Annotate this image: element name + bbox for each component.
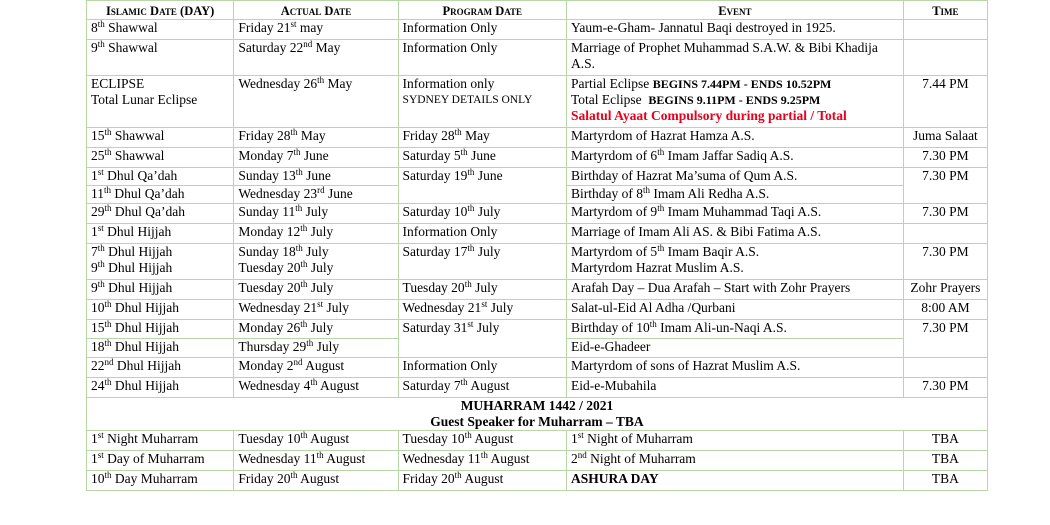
muharram-guest-speaker: Guest Speaker for Muharram – TBA [430, 414, 644, 429]
program-date-cell: Saturday 5th June [398, 148, 566, 168]
time-cell: TBA [903, 431, 987, 451]
partial-eclipse-label: Partial Eclipse [570, 76, 650, 91]
islamic-date-cell: 9th Dhul Hijjah [87, 280, 234, 300]
schedule-table [86, 0, 988, 491]
program-subnote: SYDNEY DETAILS ONLY [402, 94, 533, 106]
table-row [87, 431, 988, 451]
islamic-date-cell: 10th Day Muharram [87, 471, 234, 491]
islamic-date-cell: 24th Dhul Hijjah [87, 378, 234, 398]
time-cell [903, 40, 987, 76]
event-cell: Marriage of Prophet Muhammad S.A.W. & Bibi Khadija A.S. [566, 40, 903, 76]
islamic-date-cell [87, 244, 234, 280]
event-line: Martyrdom of 5th Imam Baqir A.S. [570, 243, 760, 259]
partial-eclipse-times: BEGINS 7.44PM - ENDS 10.52PM [652, 77, 832, 91]
table-row [87, 451, 988, 471]
table-row [87, 280, 988, 300]
event-cell: Martyrdom of 6th Imam Jaffar Sadiq A.S. [566, 148, 903, 168]
islamic-date-line: 9th Dhul Hijjah [91, 259, 173, 275]
time-cell: 7.30 PM [903, 148, 987, 168]
table-row [87, 300, 988, 320]
time-cell: TBA [903, 471, 987, 491]
muharram-heading-row [87, 398, 988, 431]
table-row [87, 471, 988, 491]
program-date-cell: Information Only [398, 358, 566, 378]
header-actual-date: Actual Date [234, 1, 398, 20]
actual-date-cell: Sunday 11th July [234, 204, 398, 224]
actual-date-cell: Wednesday 4th August [234, 378, 398, 398]
actual-date-cell: Wednesday 11th August [234, 451, 398, 471]
event-cell: Martyrdom of sons of Hazrat Muslim A.S. [566, 358, 903, 378]
event-cell [566, 76, 903, 128]
program-date-cell: Tuesday 20th July [398, 280, 566, 300]
actual-date-cell: Tuesday 10th August [234, 431, 398, 451]
actual-date-cell: Friday 20th August [234, 471, 398, 491]
event-cell: Marriage of Imam Ali AS. & Bibi Fatima A.S. [566, 224, 903, 244]
islamic-date-cell: 1st Night Muharram [87, 431, 234, 451]
event-cell: Martyrdom of Hazrat Hamza A.S. [566, 128, 903, 148]
program-note: Information only [402, 76, 495, 91]
time-cell: Juma Salaat [903, 128, 987, 148]
islamic-date-cell: 1st Day of Muharram [87, 451, 234, 471]
program-date-cell: Information Only [398, 224, 566, 244]
islamic-date-cell: 1st Dhul Qa’dah [87, 168, 234, 186]
program-date-cell: Information Only [398, 20, 566, 40]
program-date-cell: Saturday 7th August [398, 378, 566, 398]
program-date-cell: Friday 20th August [398, 471, 566, 491]
salatul-ayaat-note: Salatul Ayaat Compulsory during partial / Total [570, 108, 847, 123]
time-cell: 7.30 PM [903, 378, 987, 398]
time-cell: 8:00 AM [903, 300, 987, 320]
actual-date-line: Sunday 18th July [238, 243, 329, 259]
program-date-cell: Friday 28th May [398, 128, 566, 148]
table-row [87, 128, 988, 148]
actual-date-cell: Saturday 22nd May [234, 40, 398, 76]
header-event: Event [566, 1, 903, 20]
actual-date-cell: Monday 12th July [234, 224, 398, 244]
table-row [87, 320, 988, 339]
islamic-date-line: 7th Dhul Hijjah [91, 243, 173, 259]
table-row [87, 148, 988, 168]
islamic-date-cell: 29th Dhul Qa’dah [87, 204, 234, 224]
header-program-date: Program Date [398, 1, 566, 20]
eclipse-label: ECLIPSE [91, 76, 145, 91]
program-date-cell: Saturday 19th June [398, 168, 566, 204]
time-cell: 7.44 PM [903, 76, 987, 128]
header-row [87, 1, 988, 20]
event-cell-ashura: ASHURA DAY [566, 471, 903, 491]
islamic-date-cell: 15th Dhul Hijjah [87, 320, 234, 339]
islamic-date-cell: 9th Shawwal [87, 40, 234, 76]
actual-date-cell: Tuesday 20th July [234, 280, 398, 300]
actual-date-cell [234, 244, 398, 280]
islamic-date-cell: 1st Dhul Hijjah [87, 224, 234, 244]
islamic-date-cell: 11th Dhul Qa’dah [87, 186, 234, 204]
header-islamic-date: Islamic Date (DAY) [87, 1, 234, 20]
muharram-heading [87, 398, 988, 431]
event-cell: Birthday of 10th Imam Ali-un-Naqi A.S. [566, 320, 903, 339]
islamic-date-cell [87, 76, 234, 128]
islamic-date-cell: 22nd Dhul Hijjah [87, 358, 234, 378]
program-date-cell: Tuesday 10th August [398, 431, 566, 451]
actual-date-cell: Monday 7th June [234, 148, 398, 168]
program-date-cell [398, 76, 566, 128]
actual-date-line: Tuesday 20th July [238, 259, 334, 275]
program-date-cell: Wednesday 11th August [398, 451, 566, 471]
actual-date-cell: Friday 21st may [234, 20, 398, 40]
table-row [87, 378, 988, 398]
event-cell: Birthday of 8th Imam Ali Redha A.S. [566, 186, 903, 204]
islamic-date-cell: 18th Dhul Hijjah [87, 339, 234, 358]
program-date-cell: Saturday 17th July [398, 244, 566, 280]
actual-date-cell: Wednesday 26th May [234, 76, 398, 128]
total-eclipse-label: Total Eclipse [570, 92, 642, 107]
islamic-date-cell: 15th Shawwal [87, 128, 234, 148]
actual-date-cell: Monday 2nd August [234, 358, 398, 378]
event-cell: Eid-e-Mubahila [566, 378, 903, 398]
table-row [87, 168, 988, 186]
actual-date-cell: Monday 26th July [234, 320, 398, 339]
program-date-cell: Information Only [398, 40, 566, 76]
total-eclipse-times: BEGINS 9.11PM - ENDS 9.25PM [648, 93, 821, 107]
event-line: Martyrdom Hazrat Muslim A.S. [570, 260, 744, 275]
event-cell: Martyrdom of 9th Imam Muhammad Taqi A.S. [566, 204, 903, 224]
table-row [87, 224, 988, 244]
actual-date-cell: Sunday 13th June [234, 168, 398, 186]
table-row [87, 20, 988, 40]
time-cell [903, 358, 987, 378]
program-date-cell: Saturday 31st July [398, 320, 566, 358]
event-cell: 2nd Night of Muharram [566, 451, 903, 471]
event-cell: Arafah Day – Dua Arafah – Start with Zohr Prayers [566, 280, 903, 300]
table-row-eclipse [87, 76, 988, 128]
time-cell: Zohr Prayers [903, 280, 987, 300]
event-cell: Yaum-e-Gham- Jannatul Baqi destroyed in 1925. [566, 20, 903, 40]
islamic-date-cell: 10th Dhul Hijjah [87, 300, 234, 320]
time-cell: 7.30 PM [903, 168, 987, 204]
header-time: Time [903, 1, 987, 20]
actual-date-cell: Wednesday 23rd June [234, 186, 398, 204]
time-cell: TBA [903, 451, 987, 471]
program-date-cell: Wednesday 21st July [398, 300, 566, 320]
time-cell [903, 224, 987, 244]
time-cell: 7.30 PM [903, 204, 987, 224]
table-row [87, 358, 988, 378]
table-row [87, 40, 988, 76]
event-cell: Salat-ul-Eid Al Adha /Qurbani [566, 300, 903, 320]
time-cell: 7.30 PM [903, 244, 987, 280]
total-eclipse-line [571, 92, 899, 108]
islamic-date-cell: 8th Shawwal [87, 20, 234, 40]
partial-eclipse-line [571, 76, 899, 92]
program-date-cell: Saturday 10th July [398, 204, 566, 224]
eclipse-type: Total Lunar Eclipse [91, 92, 198, 107]
table-row [87, 204, 988, 224]
table-row [87, 244, 988, 280]
time-cell [903, 20, 987, 40]
muharram-title: MUHARRAM 1442 / 2021 [460, 398, 614, 413]
event-cell [566, 244, 903, 280]
event-cell: 1st Night of Muharram [566, 431, 903, 451]
actual-date-cell: Thursday 29th July [234, 339, 398, 358]
event-cell: Birthday of Hazrat Ma’suma of Qum A.S. [566, 168, 903, 186]
actual-date-cell: Wednesday 21st July [234, 300, 398, 320]
islamic-date-cell: 25th Shawwal [87, 148, 234, 168]
actual-date-cell: Friday 28th May [234, 128, 398, 148]
event-cell: Eid-e-Ghadeer [566, 339, 903, 358]
time-cell: 7.30 PM [903, 320, 987, 358]
